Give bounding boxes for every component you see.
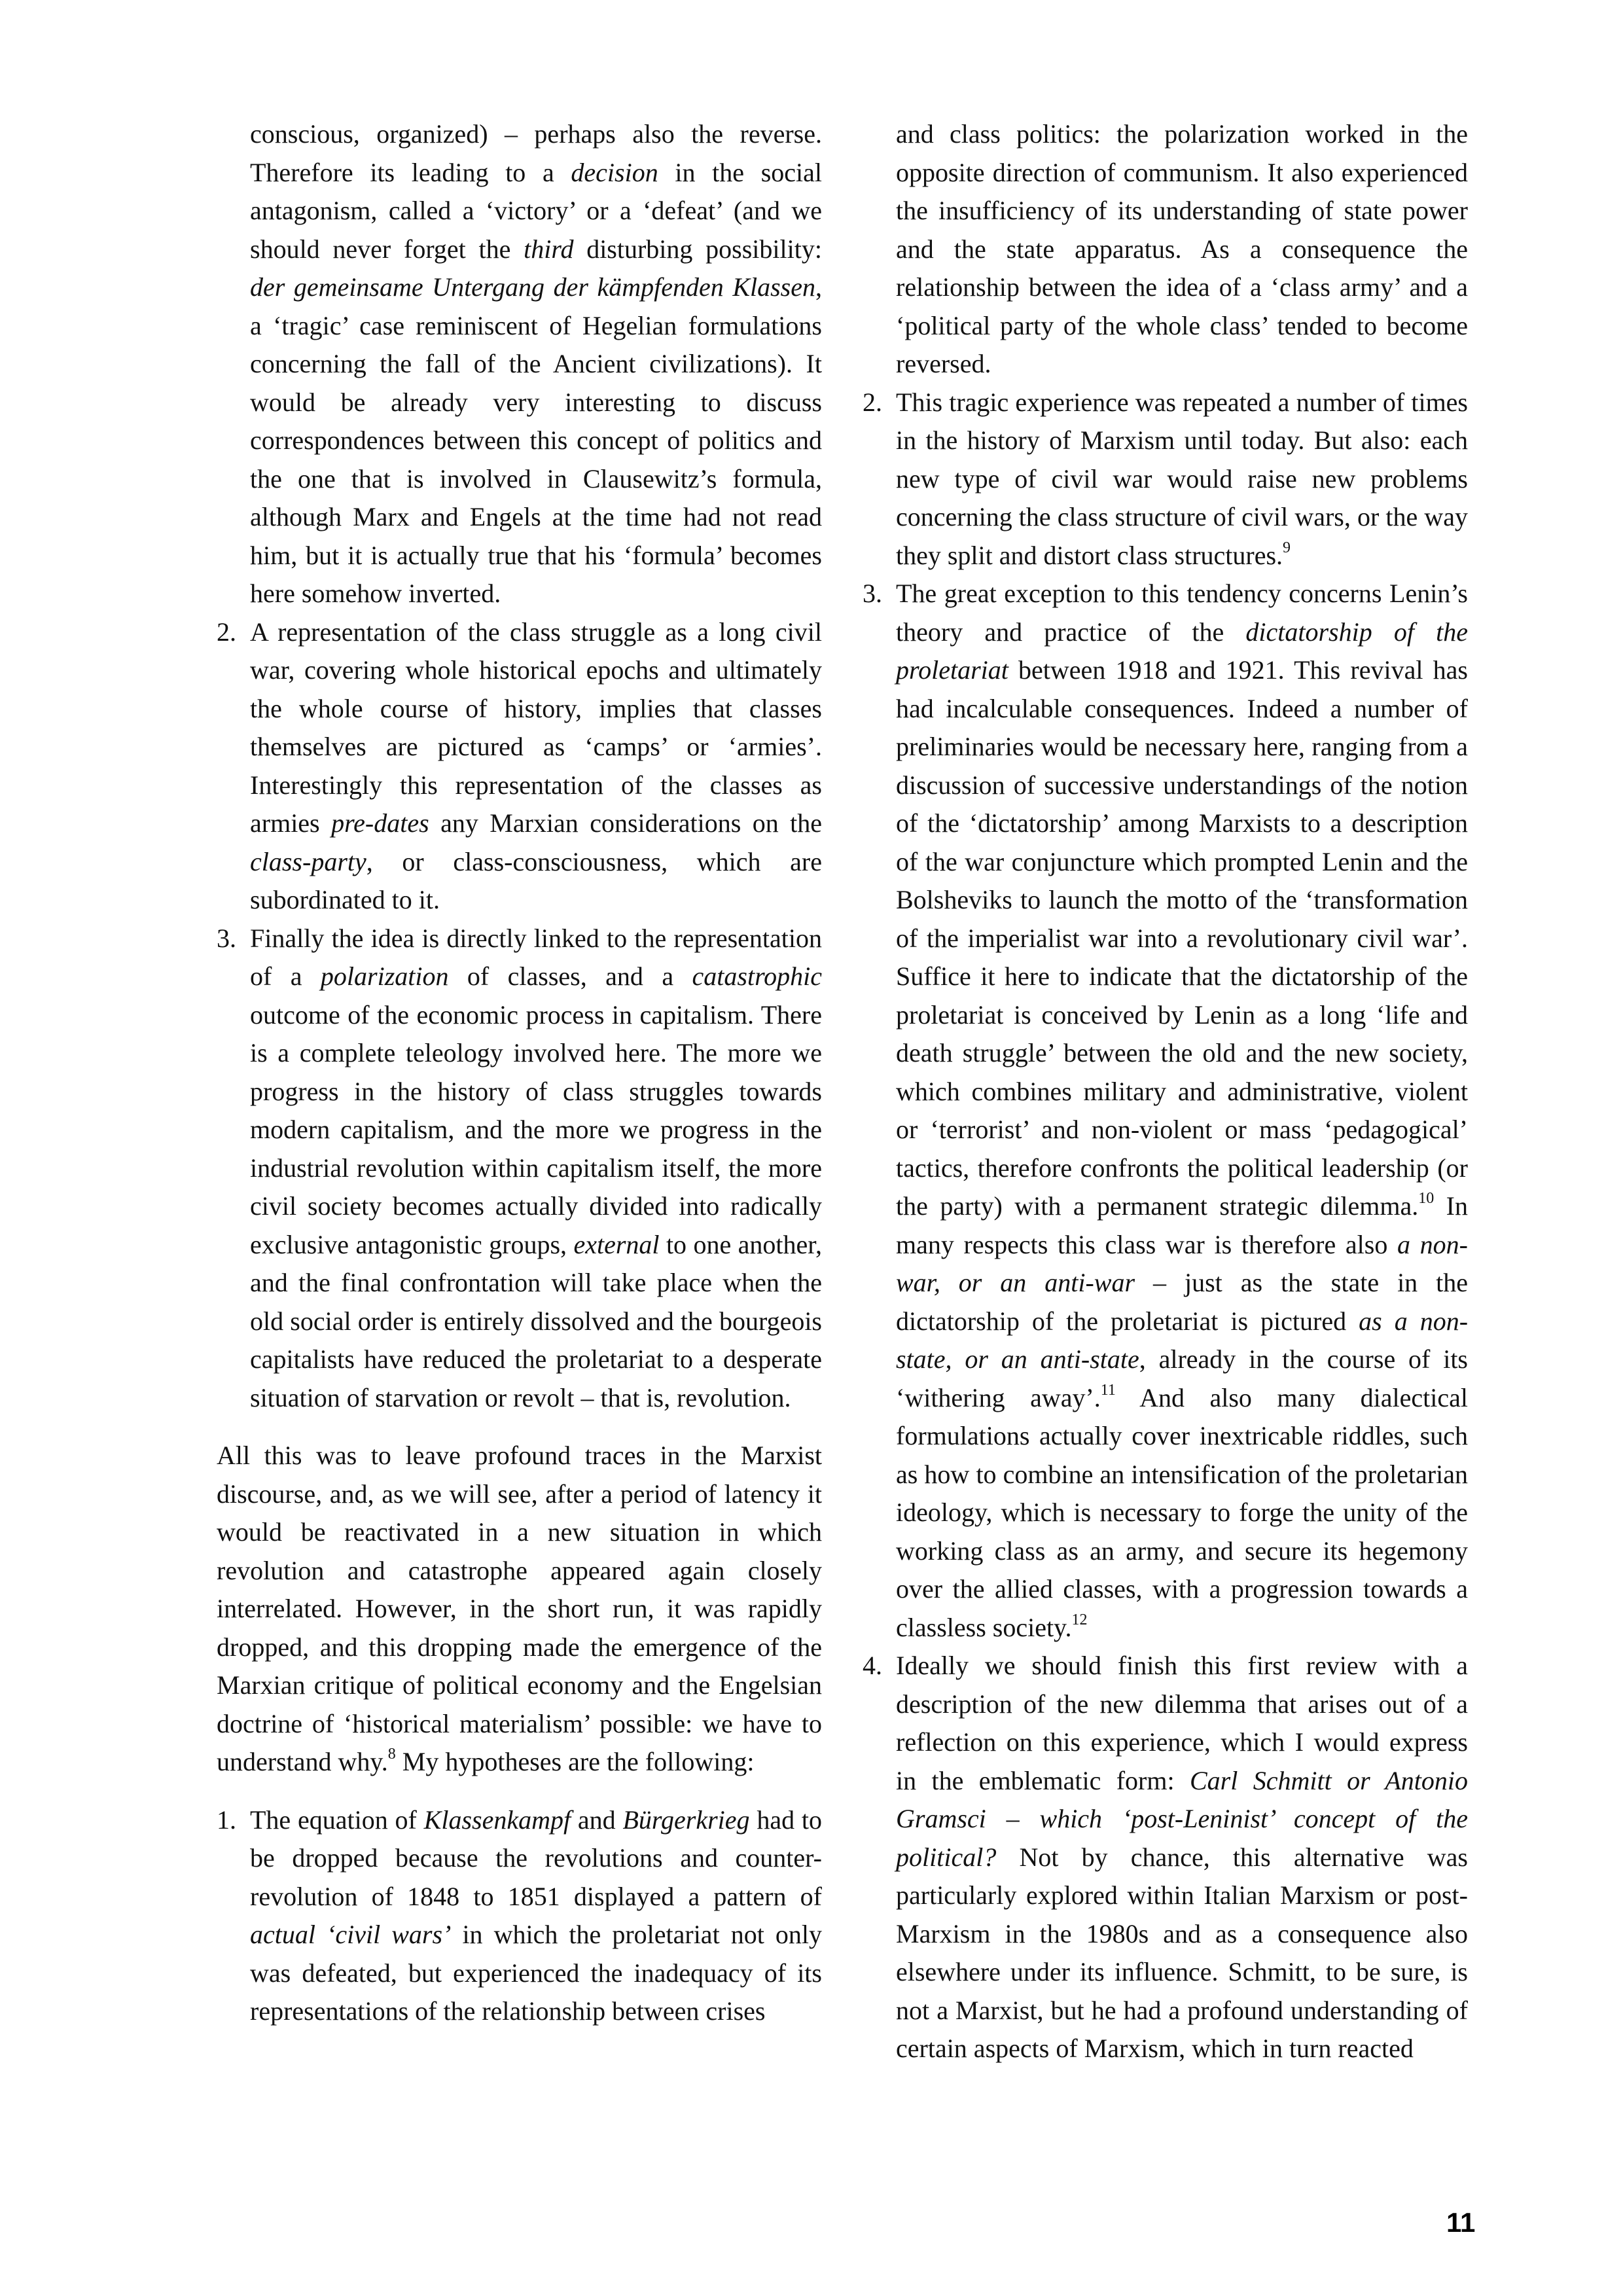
footnote-ref: 8 [387, 1746, 396, 1763]
footnote-ref: 12 [1071, 1611, 1088, 1628]
list-item-number: 3. [863, 579, 882, 608]
numbered-list-b [217, 1801, 822, 2031]
continued-list-item [863, 115, 1468, 384]
footnote-ref: 9 [1283, 539, 1291, 556]
italic-text: a non-war, or an anti-war [896, 1229, 1468, 1297]
list-item-text: Ideally we should finish this first review with a description of the new dilemma that arises out of a reflection on this experience, which I would express in the emblematic form: Carl Schmitt or Antonio Gramsci – which ‘post-Leninist’ concept of the political? Not by chance, this alternative was particularly explored within Italian Marxism or post-Marxism in the 1980s and as a consequence also elsewhere under its influence. Schmitt, to be sure, is not a Marxist, but he had a profound understanding of certain aspects of Marxism, which in turn reacted [896, 1651, 1468, 2063]
list-item-number: 1. [217, 1804, 236, 1835]
continued-list-item [217, 115, 822, 613]
italic-text: class-party [250, 846, 366, 876]
italic-text: polarization [320, 961, 449, 991]
list-item-number: 2. [863, 387, 882, 417]
list-item-text: and class politics: the polarization worked in the opposite direction of communism. It also experienced the insufficiency of its understanding of state power and the state apparatus. As a consequence the relationship between the idea of a ‘class army’ and a ‘political party of the whole class’ tended to become reversed. [896, 119, 1468, 378]
italic-text: external [573, 1229, 660, 1259]
list-item-text: The great exception to this tendency concerns Lenin’s theory and practice of the dictatorship of the proletariat between 1918 and 1921. This revival has had incalculable consequences. Indeed a number of preliminaries would be necessary here, ranging from a discussion of successive understandings of the notion of the ‘dictatorship’ among Marxists to a description of the war conjuncture which prompted Lenin and the Bolsheviks to launch the motto of the ‘transformation of the imperialist war into a revolutionary civil war’. Suffice it here to indicate that the dictatorship of the proletariat is conceived by Lenin as a long ‘life and death struggle’ between the old and the new society, which combines military and administrative, violent or ‘terrorist’ and non-violent or mass ‘pedagogical’ tactics, therefore confronts the political leadership (or the party) with a permanent strategic dilemma.$^{10}$ In many respects this class war is therefore also a non-war, or an anti-war – just as the state in the dictatorship of the proletariat is pictured as a non-state, or an anti-state, already in the course of its ‘withering away’.$^{11}$ And also many dialectical formulations actually cover inextricable riddles, such as how to combine an intensification of the proletarian ideology, which is necessary to forge the unity of the working class as an army, and secure its hegemony over the allied classes, with a progression towards a classless society.$^{12}$ [896, 579, 1469, 1642]
numbered-list [863, 384, 1468, 2068]
list-item [863, 1647, 1468, 2068]
right-column [863, 115, 1468, 2068]
list-item [217, 920, 822, 1418]
list-item-number: 2. [217, 617, 236, 647]
list-item [217, 1801, 822, 2031]
italic-text: decision [571, 157, 658, 187]
footnote-ref: 11 [1100, 1381, 1116, 1399]
italic-text: dictatorship of the proletariat [896, 617, 1468, 685]
italic-text: Klassenkampf [423, 1804, 571, 1835]
italic-text: der gemeinsame Untergang der kämpfenden Klassen [250, 272, 815, 302]
italic-text: third [524, 234, 574, 264]
list-item-number: 4. [863, 1651, 882, 1680]
list-item [863, 384, 1468, 575]
list-item-text: The equation of Klassenkampf and Bürgerkrieg had to be dropped because the revolutions and counter-revolution of 1848 to 1851 displayed a pattern of actual ‘civil wars’ in which the proletariat not only was defeated, but experienced the inadequacy of its representations of the relationship between crises [250, 1804, 822, 2026]
italic-text: actual ‘civil wars’ [250, 1920, 452, 1949]
list-item-text: A representation of the class struggle as a long civil war, covering whole historical epochs and ultimately the whole course of history, implies that classes themselves are pictured as ‘camps’ or ‘armies’. Interestingly this representation of the classes as armies pre-dates any Marxian considerations on the class-party, or class-consciousness, which are subordinated to it. [250, 617, 823, 914]
left-column [217, 115, 822, 2031]
italic-text: catastrophic [692, 961, 823, 991]
italic-text: Carl Schmitt or Antonio Gramsci – which ‘post-Leninist’ concept of the political? [896, 1765, 1468, 1872]
list-item-text: Finally the idea is directly linked to the representation of a polarization of classes, and a catastrophic outcome of the economic process in capitalism. There is a complete teleology involved here. The more we progress in the history of class struggles towards modern capitalism, and the more we progress in the industrial revolution within capitalism itself, the more civil society becomes actually divided into radically exclusive antagonistic groups, external to one another, and the final confrontation will take place when the old social order is entirely dissolved and the bourgeois capitalists have reduced the proletariat to a desperate situation of starvation or revolt – that is, revolution. [250, 923, 823, 1412]
list-item-number: 3. [217, 923, 236, 953]
list-item [217, 613, 822, 920]
list-item-text: conscious, organized) – perhaps also the reverse. Therefore its leading to a decision in the social antagonism, called a ‘victory’ or a ‘defeat’ (and we should never forget the third disturbing possibility: der gemeinsame Untergang der kämpfenden Klassen, a ‘tragic’ case reminiscent of Hegelian formulations concerning the fall of the Ancient civilizations). It would be already very interesting to discuss correspondences between this concept of politics and the one that is involved in Clausewitz’s formula, although Marx and Engels at the time had not read him, but it is actually true that his ‘formula’ becomes here somehow inverted. [250, 119, 822, 608]
italic-text: pre-dates [331, 808, 429, 838]
numbered-list-a [217, 613, 822, 1418]
list-item-text: This tragic experience was repeated a number of times in the history of Marxism until today. But also: each new type of civil war would raise new problems concerning the class structure of civil wars, or the way they split and distort class structures.$^9$ [896, 387, 1468, 570]
italic-text: as a non-state, or an anti-state [896, 1306, 1469, 1374]
page-number: 11 [1446, 2207, 1476, 2238]
list-item [863, 575, 1468, 1647]
body-paragraph: All this was to leave profound traces in the Marxist discourse, and, as we will see, after a period of latency it would be reactivated in a new situation in which revolution and catastrophe appeared again closely interrelated. However, in the short run, it was rapidly dropped, and this dropping made the emergence of the Marxian critique of political economy and the Engelsian doctrine of ‘historical materialism’ possible: we have to understand why.$^8$ My hypotheses are the following: [217, 1441, 822, 1776]
footnote-ref: 10 [1418, 1190, 1435, 1207]
italic-text: Bürgerkrieg [622, 1804, 750, 1835]
